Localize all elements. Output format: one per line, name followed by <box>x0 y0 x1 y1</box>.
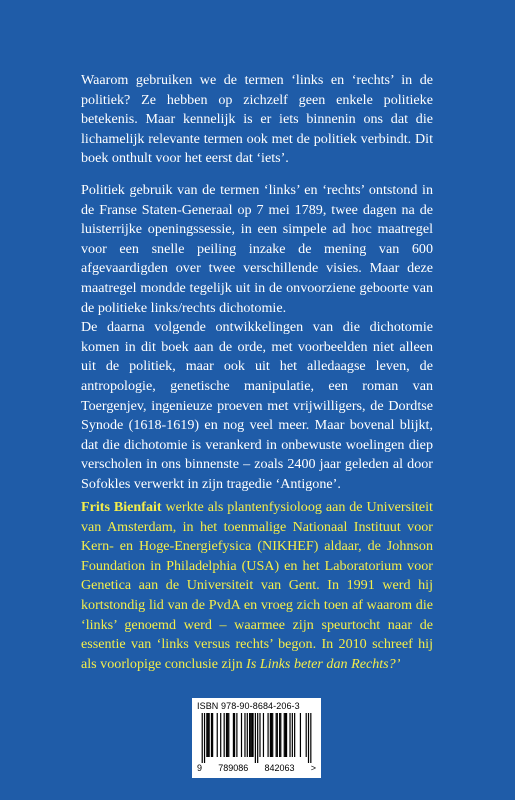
barcode-bar <box>252 713 253 757</box>
barcode-bar <box>284 713 285 757</box>
barcode-bar <box>277 713 278 757</box>
barcode-bar <box>306 713 307 757</box>
barcode-bar <box>285 713 286 757</box>
barcode-bar <box>272 713 273 757</box>
barcode-bar <box>289 713 290 757</box>
barcode-bar <box>292 713 293 757</box>
barcode-bar <box>249 713 250 757</box>
author-bio <box>81 498 433 674</box>
barcode-bar <box>204 713 205 763</box>
barcode-bar <box>234 713 235 757</box>
barcode-digit-group-1: 789086 <box>218 763 249 773</box>
barcode-bar <box>255 713 256 763</box>
author-name: Frits Bienfait <box>81 499 162 515</box>
barcode-digits <box>197 763 316 773</box>
barcode-bar <box>276 713 277 757</box>
barcode-bar <box>294 713 295 757</box>
barcode-bar <box>224 713 225 757</box>
author-bio-text: werkte als plantenfysioloog aan de Universiteit van Amsterdam, in het toenmalige Nationaal Instituut voor Kern- en Hoge-Energiefysica (NIKHEF) aldaar, de Johnson Foundation in Philadelphia (USA) en het Laboratorium voor Genetica aan de Universiteit van Gent. In 1991 werd hij kortstondig lid van de PvdA en vroeg zich toen af waarom die ‘links’ genoemd werd – waarmee zijn speurtocht naar de essentie van ‘links versus rechts’ begon. In 2010 schreef hij als voorlopige conclusie zijn <box>81 499 433 672</box>
barcode-bar <box>220 713 221 757</box>
barcode-bar <box>233 713 234 757</box>
barcode-bar <box>251 713 252 757</box>
history-paragraph-2: De daarna volgende ontwikkelingen van die dichotomie komen in dit boek aan de orde, met voorbeelden niet alleen uit de politiek, maar ook uit het alledaagse leven, de antropologie, genetische manipulatie, een roman van Toergenjev, ingenieuze proeven met vrijwilligers, de Dordtse Synode (1618-1619) en nog veel meer. Maar bovenal blijkt, dat die dichotomie is verankerd in onbewuste woelingen diep verscholen in ons binnenste – zoals 2400 jaar geleden al door Sofokles verwerkt in zijn tragedie ‘Antigone’. <box>81 319 433 492</box>
barcode-bar <box>308 713 309 763</box>
barcode-bar <box>286 713 287 757</box>
barcode-digit-end: > <box>310 763 316 773</box>
barcode-bar <box>310 713 311 763</box>
barcode-icon <box>197 713 316 763</box>
barcode-bar <box>259 713 260 757</box>
history-section <box>81 181 433 495</box>
barcode-bar <box>279 713 280 757</box>
barcode-bar <box>247 713 248 757</box>
history-paragraph-1: Politiek gebruik van de termen ‘links’ en ‘rechts’ ontstond in de Franse Staten-Generaal op 7 mei 1789, twee dagen na de luisterrijke openingssessie, in een simpele ad hoc maatregel voor een snelle peiling inzake de mening van 600 afgevaardigden over twee verschillende visies. Maar deze maatregel mondde tegelijk uit in de onvoorziene geboorte van de politieke links/rechts dichotomie. <box>81 182 433 316</box>
barcode-bar <box>300 713 301 757</box>
barcode-bar <box>280 713 281 757</box>
isbn-label: ISBN 978-90-8684-206-3 <box>197 701 300 711</box>
barcode-bar <box>209 713 210 757</box>
barcode-digit-first: 9 <box>197 763 203 773</box>
barcode-bar <box>217 713 218 757</box>
barcode-bar <box>226 713 227 757</box>
book-title: Is Links beter dan Rechts?’ <box>246 655 401 672</box>
barcode-bar <box>202 713 203 763</box>
barcode-box <box>192 698 321 778</box>
barcode-bar <box>244 713 245 757</box>
barcode-bar <box>267 713 268 757</box>
barcode-bar <box>271 713 272 757</box>
barcode-bar <box>227 713 228 757</box>
barcode-digit-group-2: 842063 <box>264 763 295 773</box>
barcode-bar <box>236 713 237 757</box>
intro-paragraph: Waarom gebruiken we de termen ‘links en ‘rechts’ in de politiek? Ze hebben op zichzelf geen enkele politieke betekenis. Maar kennelijk is er iets binnenin ons dat die lichamelijk relevante termen ook met de politiek verbindt. Dit boek onthult voor het eerst dat ‘iets’. <box>81 72 433 167</box>
barcode-bar <box>257 713 258 763</box>
barcode-bar <box>250 713 251 757</box>
barcode-bar <box>206 713 207 757</box>
barcode-bar <box>270 713 271 757</box>
barcode-bar <box>207 713 208 757</box>
barcode-bar <box>263 713 264 757</box>
barcode-bar <box>211 713 212 757</box>
barcode-bar <box>212 713 213 757</box>
barcode-bar <box>241 713 242 757</box>
barcode-bar <box>228 713 229 757</box>
